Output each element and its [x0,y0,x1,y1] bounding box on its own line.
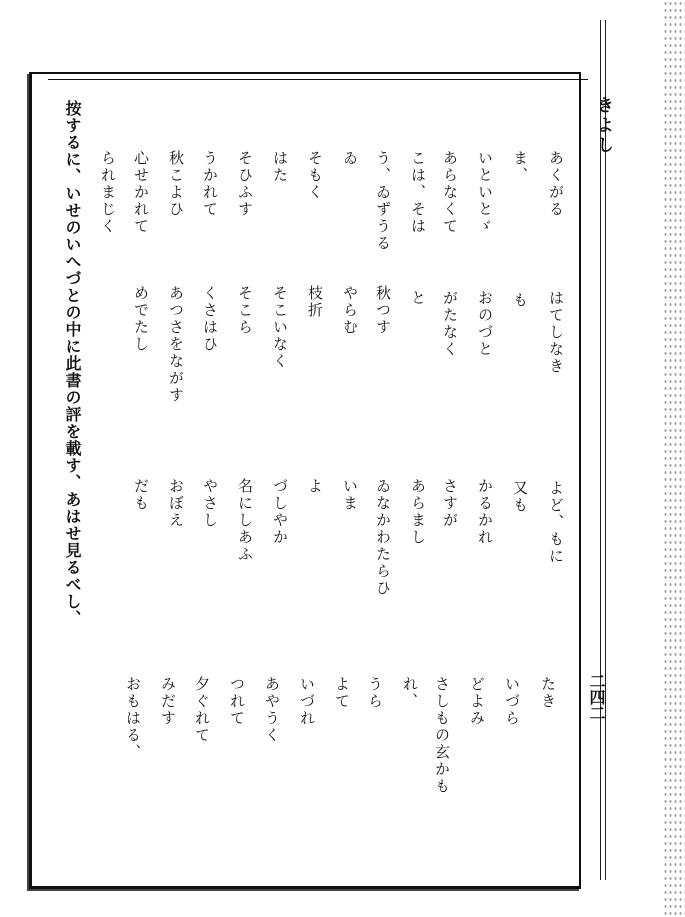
word: よて [333,676,351,710]
word: あくがる [547,150,565,218]
word: さすが [441,478,459,529]
word: よど、もに [547,480,565,565]
editorial-note: 按するに、いせのいへづとの中に此書の評を載す、あはせ見るべし、 [63,100,82,627]
word: うら [366,676,384,710]
word: つれて [228,676,246,727]
word: おもはる、 [124,676,142,761]
word: 夕ぐれて [193,676,211,744]
word: ゐなかわたらひ [374,478,392,597]
section-title: きよし [593,96,613,156]
word: おのづと [476,290,494,358]
word: そこいなく [271,285,289,370]
word: あつさをながす [167,285,185,404]
word: うかれて [201,150,219,218]
word: たき [539,676,557,710]
word: はた [271,150,289,184]
word: がたなく [441,290,459,358]
word: やらむ [341,285,359,336]
word: 心せかれて [132,150,150,235]
word: よ [306,478,324,495]
word: 又も [511,480,529,514]
word: そこら [236,285,254,336]
word: あやうく [263,676,281,744]
word: あらなくて [441,150,459,235]
page-number: 二四二 [587,673,606,721]
word: だも [132,478,150,512]
word: あらまし [409,478,427,546]
word: くさはひ [201,285,219,353]
word: いといとゞ [476,150,494,235]
word: づしやか [271,478,289,546]
word: 名にしあふ [236,478,254,563]
word: そもく [306,150,324,201]
word: ゐ [341,150,359,167]
word: 枝折 [306,285,324,319]
word: れ、 [401,676,419,710]
frame-inner-rule [48,79,588,81]
word: みだす [159,676,177,727]
word: やさし [201,478,219,529]
word: かるかれ [476,478,494,546]
page-edge-texture [663,0,685,917]
word: ま、 [511,150,529,184]
word: も [511,292,529,309]
word: と [409,290,427,307]
word: いま [341,478,359,512]
word: 秋つす [374,285,392,336]
word: られまじく [99,150,117,235]
word: いづれ [298,676,316,727]
word: いづら [503,676,521,727]
word: どよみ [468,676,486,727]
word: そひふす [236,150,254,218]
word: 秋こよひ [167,150,185,218]
word: さしもの玄かも [433,676,451,795]
word: はてしなき [547,290,565,375]
word: う、ゐずうる [374,150,392,252]
word: めでたし [132,285,150,353]
word: おぼえ [167,478,185,529]
word: こは、そは [409,150,427,235]
